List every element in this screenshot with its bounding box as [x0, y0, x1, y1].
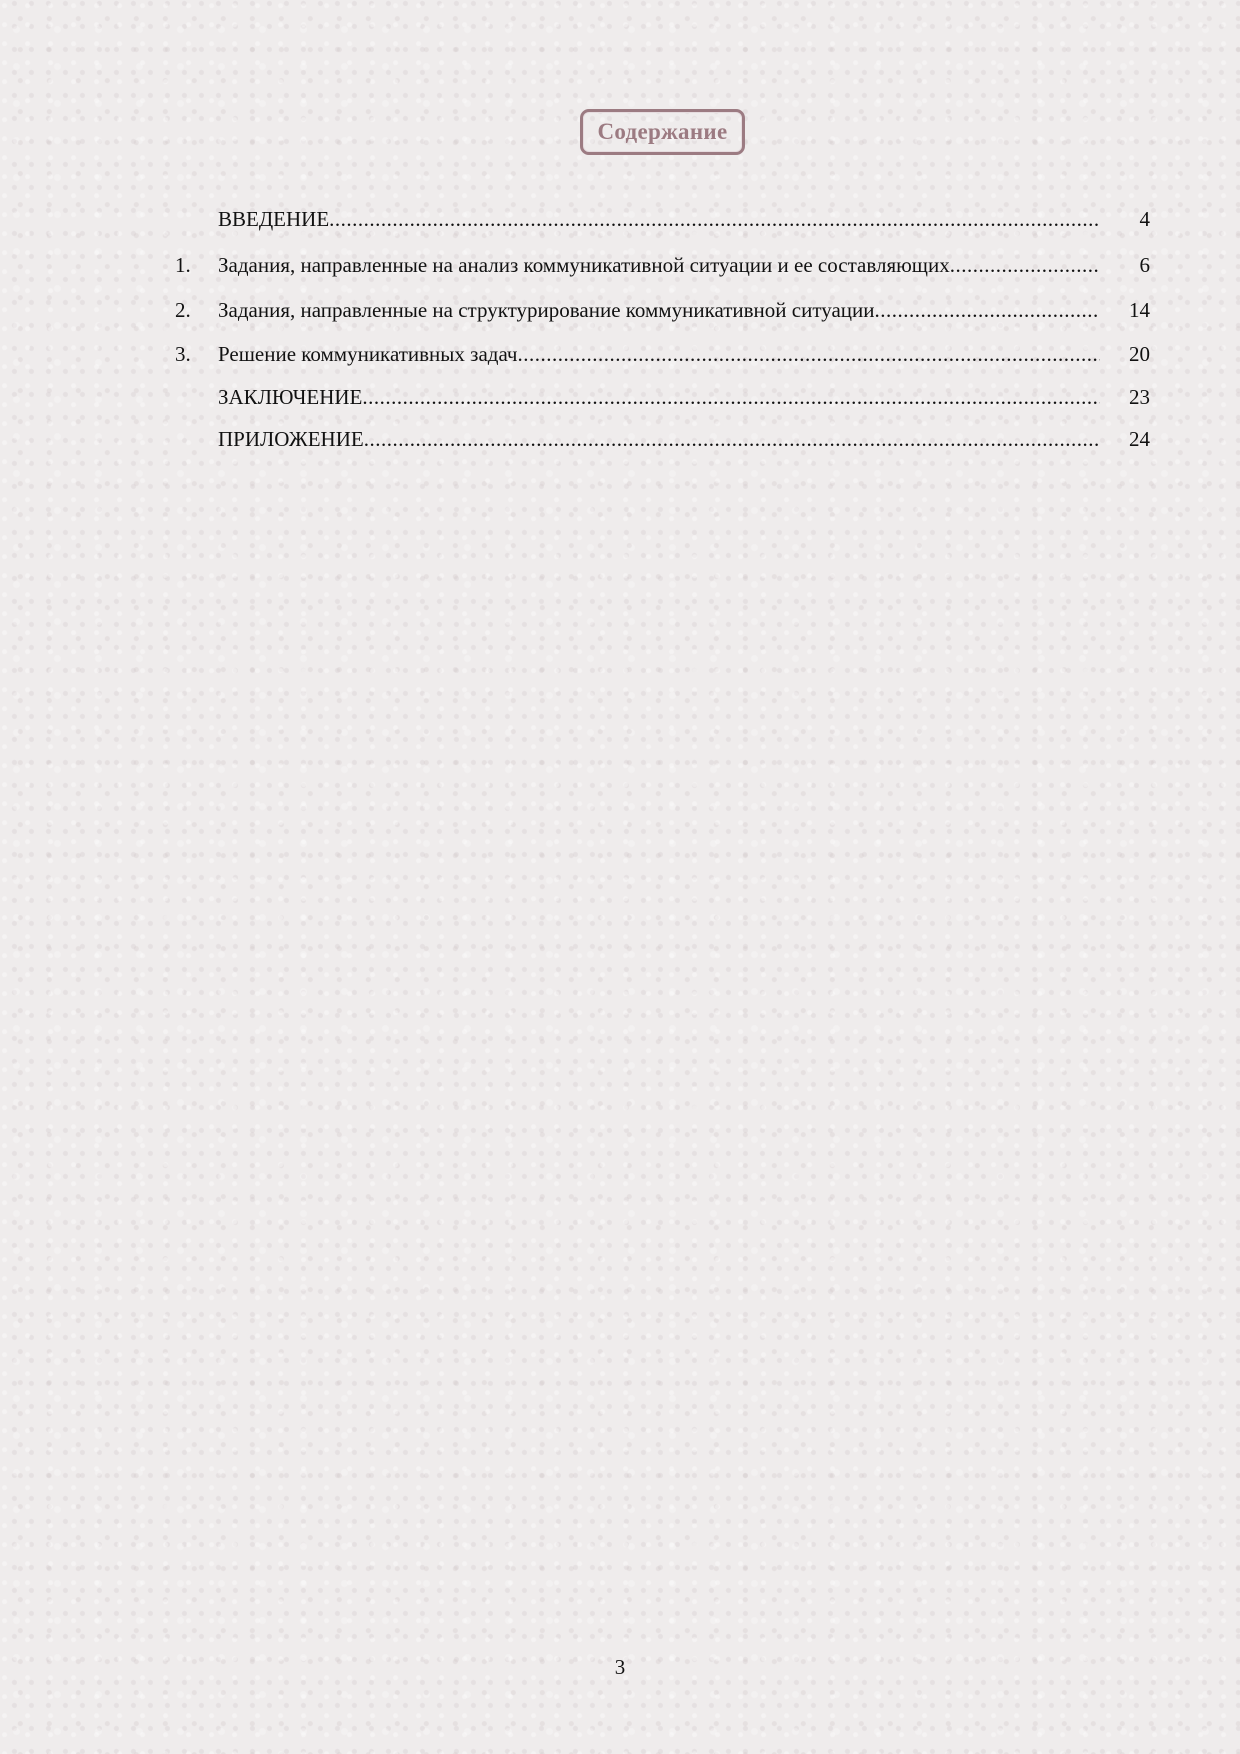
- toc-item-text: Задания, направленные на структурирование коммуникативной ситуации: [218, 298, 875, 322]
- toc-item-entry: [218, 204, 1100, 234]
- toc-leader-dots: [364, 424, 1100, 454]
- toc-item-number: 3.: [175, 342, 191, 366]
- toc-item-page: 24: [1129, 427, 1150, 451]
- contents-title: Содержание: [597, 119, 728, 144]
- toc-item-text: Задания, направленные на анализ коммуникативной ситуации и ее составляющих: [218, 253, 950, 277]
- toc-item-page: 20: [1129, 342, 1150, 366]
- toc-item-page: 23: [1129, 385, 1150, 409]
- toc-item-text: ПРИЛОЖЕНИЕ: [218, 427, 364, 451]
- toc-item-text: ВВЕДЕНИЕ: [218, 207, 330, 231]
- toc-item-number: 2.: [175, 298, 191, 322]
- toc-leader-dots: [518, 339, 1101, 369]
- toc-item-text: Решение коммуникативных задач: [218, 342, 518, 366]
- toc-item-entry: [218, 424, 1100, 454]
- toc-leader-dots: [950, 250, 1100, 280]
- toc-item-page: 6: [1139, 253, 1150, 277]
- toc-item-introduction[interactable]: [0, 204, 1240, 234]
- toc-item-section-1[interactable]: [0, 250, 1240, 280]
- toc-item-page: 14: [1129, 298, 1150, 322]
- toc-leader-dots: [362, 382, 1100, 412]
- contents-title-box: [580, 109, 745, 155]
- toc-item-section-2[interactable]: [0, 295, 1240, 325]
- toc-item-appendix[interactable]: [0, 424, 1240, 454]
- toc-leader-dots: [329, 204, 1100, 234]
- toc-item-conclusion[interactable]: [0, 382, 1240, 412]
- toc-item-text: ЗАКЛЮЧЕНИЕ: [218, 385, 363, 409]
- toc-item-entry: [218, 295, 1100, 325]
- toc-item-entry: [218, 339, 1100, 369]
- toc-item-section-3[interactable]: [0, 339, 1240, 369]
- toc-item-page: 4: [1139, 207, 1150, 231]
- page-number: 3: [614, 1655, 626, 1679]
- toc-leader-dots: [875, 295, 1100, 325]
- toc-item-entry: [218, 250, 1100, 280]
- toc-item-number: 1.: [175, 253, 191, 277]
- toc-item-entry: [218, 382, 1100, 412]
